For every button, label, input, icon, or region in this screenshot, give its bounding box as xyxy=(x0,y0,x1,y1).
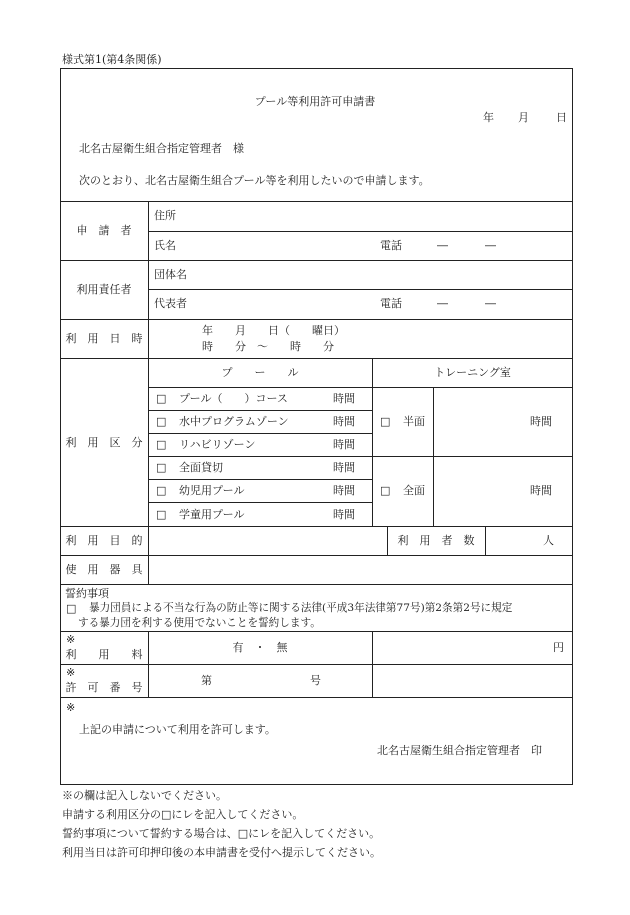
checkbox[interactable]: □ xyxy=(156,415,167,428)
date-year[interactable]: 年 xyxy=(483,111,494,124)
equipment-label: 使 用 器 具 xyxy=(65,563,143,576)
permit-prefix: 第 xyxy=(201,674,212,687)
date-month[interactable]: 月 xyxy=(518,111,529,124)
fee-options[interactable]: 有 ・ 無 xyxy=(232,641,288,654)
addressee: 北名古屋衛生組合指定管理者 様 xyxy=(79,142,244,155)
option-label: リハビリゾーン xyxy=(179,438,256,451)
intro-text: 次のとおり、北名古屋衛生組合プール等を利用したいので申請します。 xyxy=(79,174,430,187)
fee-unit: 円 xyxy=(553,641,564,654)
training-header: トレーニング室 xyxy=(434,366,511,379)
note: 利用当日は許可印押印後の本申請書を受付へ提示してください。 xyxy=(62,846,381,859)
fee-label: 利 用 料 xyxy=(65,648,143,661)
pool-header: プ ー ル xyxy=(221,366,299,379)
applicant-label: 申 請 者 xyxy=(76,224,132,237)
approval-text: 上記の申請について利用を許可します。 xyxy=(79,723,276,736)
form-label: 様式第1(第4条関係) xyxy=(62,53,162,66)
pledge-text: 暴力団員による不当な行為の防止等に関する法律(平成3年法律第77号)第2条第2号に規定 xyxy=(89,602,513,614)
office-use-mark: ※ xyxy=(66,701,76,714)
checkbox[interactable]: □ xyxy=(156,438,167,451)
hours-unit: 時間 xyxy=(530,415,552,428)
office-use-mark: ※ xyxy=(66,633,76,646)
time-line[interactable]: 時 分 ～ 時 分 xyxy=(202,340,334,353)
pledge-checkbox[interactable]: □ xyxy=(66,602,77,615)
hours-unit: 時間 xyxy=(333,461,355,474)
note: ※の欄は記入しないでください。 xyxy=(62,789,227,802)
user-count-label: 利 用 者 数 xyxy=(397,534,475,547)
representative-label: 代表者 xyxy=(154,297,187,310)
checkbox[interactable]: □ xyxy=(156,484,167,497)
hours-unit: 時間 xyxy=(530,484,552,497)
user-count-unit: 人 xyxy=(543,534,554,547)
checkbox[interactable]: □ xyxy=(380,484,391,497)
form-title: プール等利用許可申請書 xyxy=(254,95,376,108)
option-label: 半面 xyxy=(403,415,425,428)
pledge-text: する暴力団を利する使用でないことを誓約します。 xyxy=(78,617,321,629)
name-label: 氏名 xyxy=(154,239,176,252)
datetime-label: 利 用 日 時 xyxy=(65,332,143,345)
manager-phone-dash: ― xyxy=(485,297,496,310)
applicant-phone-dash: ― xyxy=(485,239,496,252)
manager-phone-label: 電話 xyxy=(380,297,402,310)
manager-label: 利用責任者 xyxy=(76,283,132,296)
applicant-phone-dash: ― xyxy=(437,239,448,252)
option-label: 幼児用プール xyxy=(179,484,245,497)
applicant-phone-label: 電話 xyxy=(380,239,402,252)
option-label: 全面貸切 xyxy=(179,461,223,474)
approval-signer: 北名古屋衛生組合指定管理者 印 xyxy=(377,744,542,757)
checkbox[interactable]: □ xyxy=(156,461,167,474)
option-label: 水中プログラムゾーン xyxy=(179,415,289,428)
date-line[interactable]: 年 月 日（ 曜日） xyxy=(202,324,345,337)
hours-unit: 時間 xyxy=(333,508,355,521)
hours-unit: 時間 xyxy=(333,392,355,405)
date-day[interactable]: 日 xyxy=(556,111,567,124)
office-use-mark: ※ xyxy=(66,666,76,679)
permit-suffix: 号 xyxy=(310,674,321,687)
address-label: 住所 xyxy=(154,209,176,222)
purpose-label: 利 用 目 的 xyxy=(65,534,143,547)
manager-phone-dash: ― xyxy=(437,297,448,310)
hours-unit: 時間 xyxy=(333,484,355,497)
hours-unit: 時間 xyxy=(333,415,355,428)
checkbox[interactable]: □ xyxy=(380,415,391,428)
permit-number-label: 許 可 番 号 xyxy=(65,681,143,694)
option-label: 学童用プール xyxy=(179,508,245,521)
option-label: 全面 xyxy=(403,484,425,497)
note: 誓約事項について誓約する場合は、□にレを記入してください。 xyxy=(62,827,381,840)
group-name-label: 団体名 xyxy=(154,268,187,281)
hours-unit: 時間 xyxy=(333,438,355,451)
checkbox[interactable]: □ xyxy=(156,392,167,405)
option-label: プール（ ）コース xyxy=(179,392,288,405)
checkbox[interactable]: □ xyxy=(156,508,167,521)
note: 申請する利用区分の□にレを記入してください。 xyxy=(62,808,304,821)
usage-label: 利 用 区 分 xyxy=(65,436,143,449)
pledge-title: 誓約事項 xyxy=(65,587,109,600)
